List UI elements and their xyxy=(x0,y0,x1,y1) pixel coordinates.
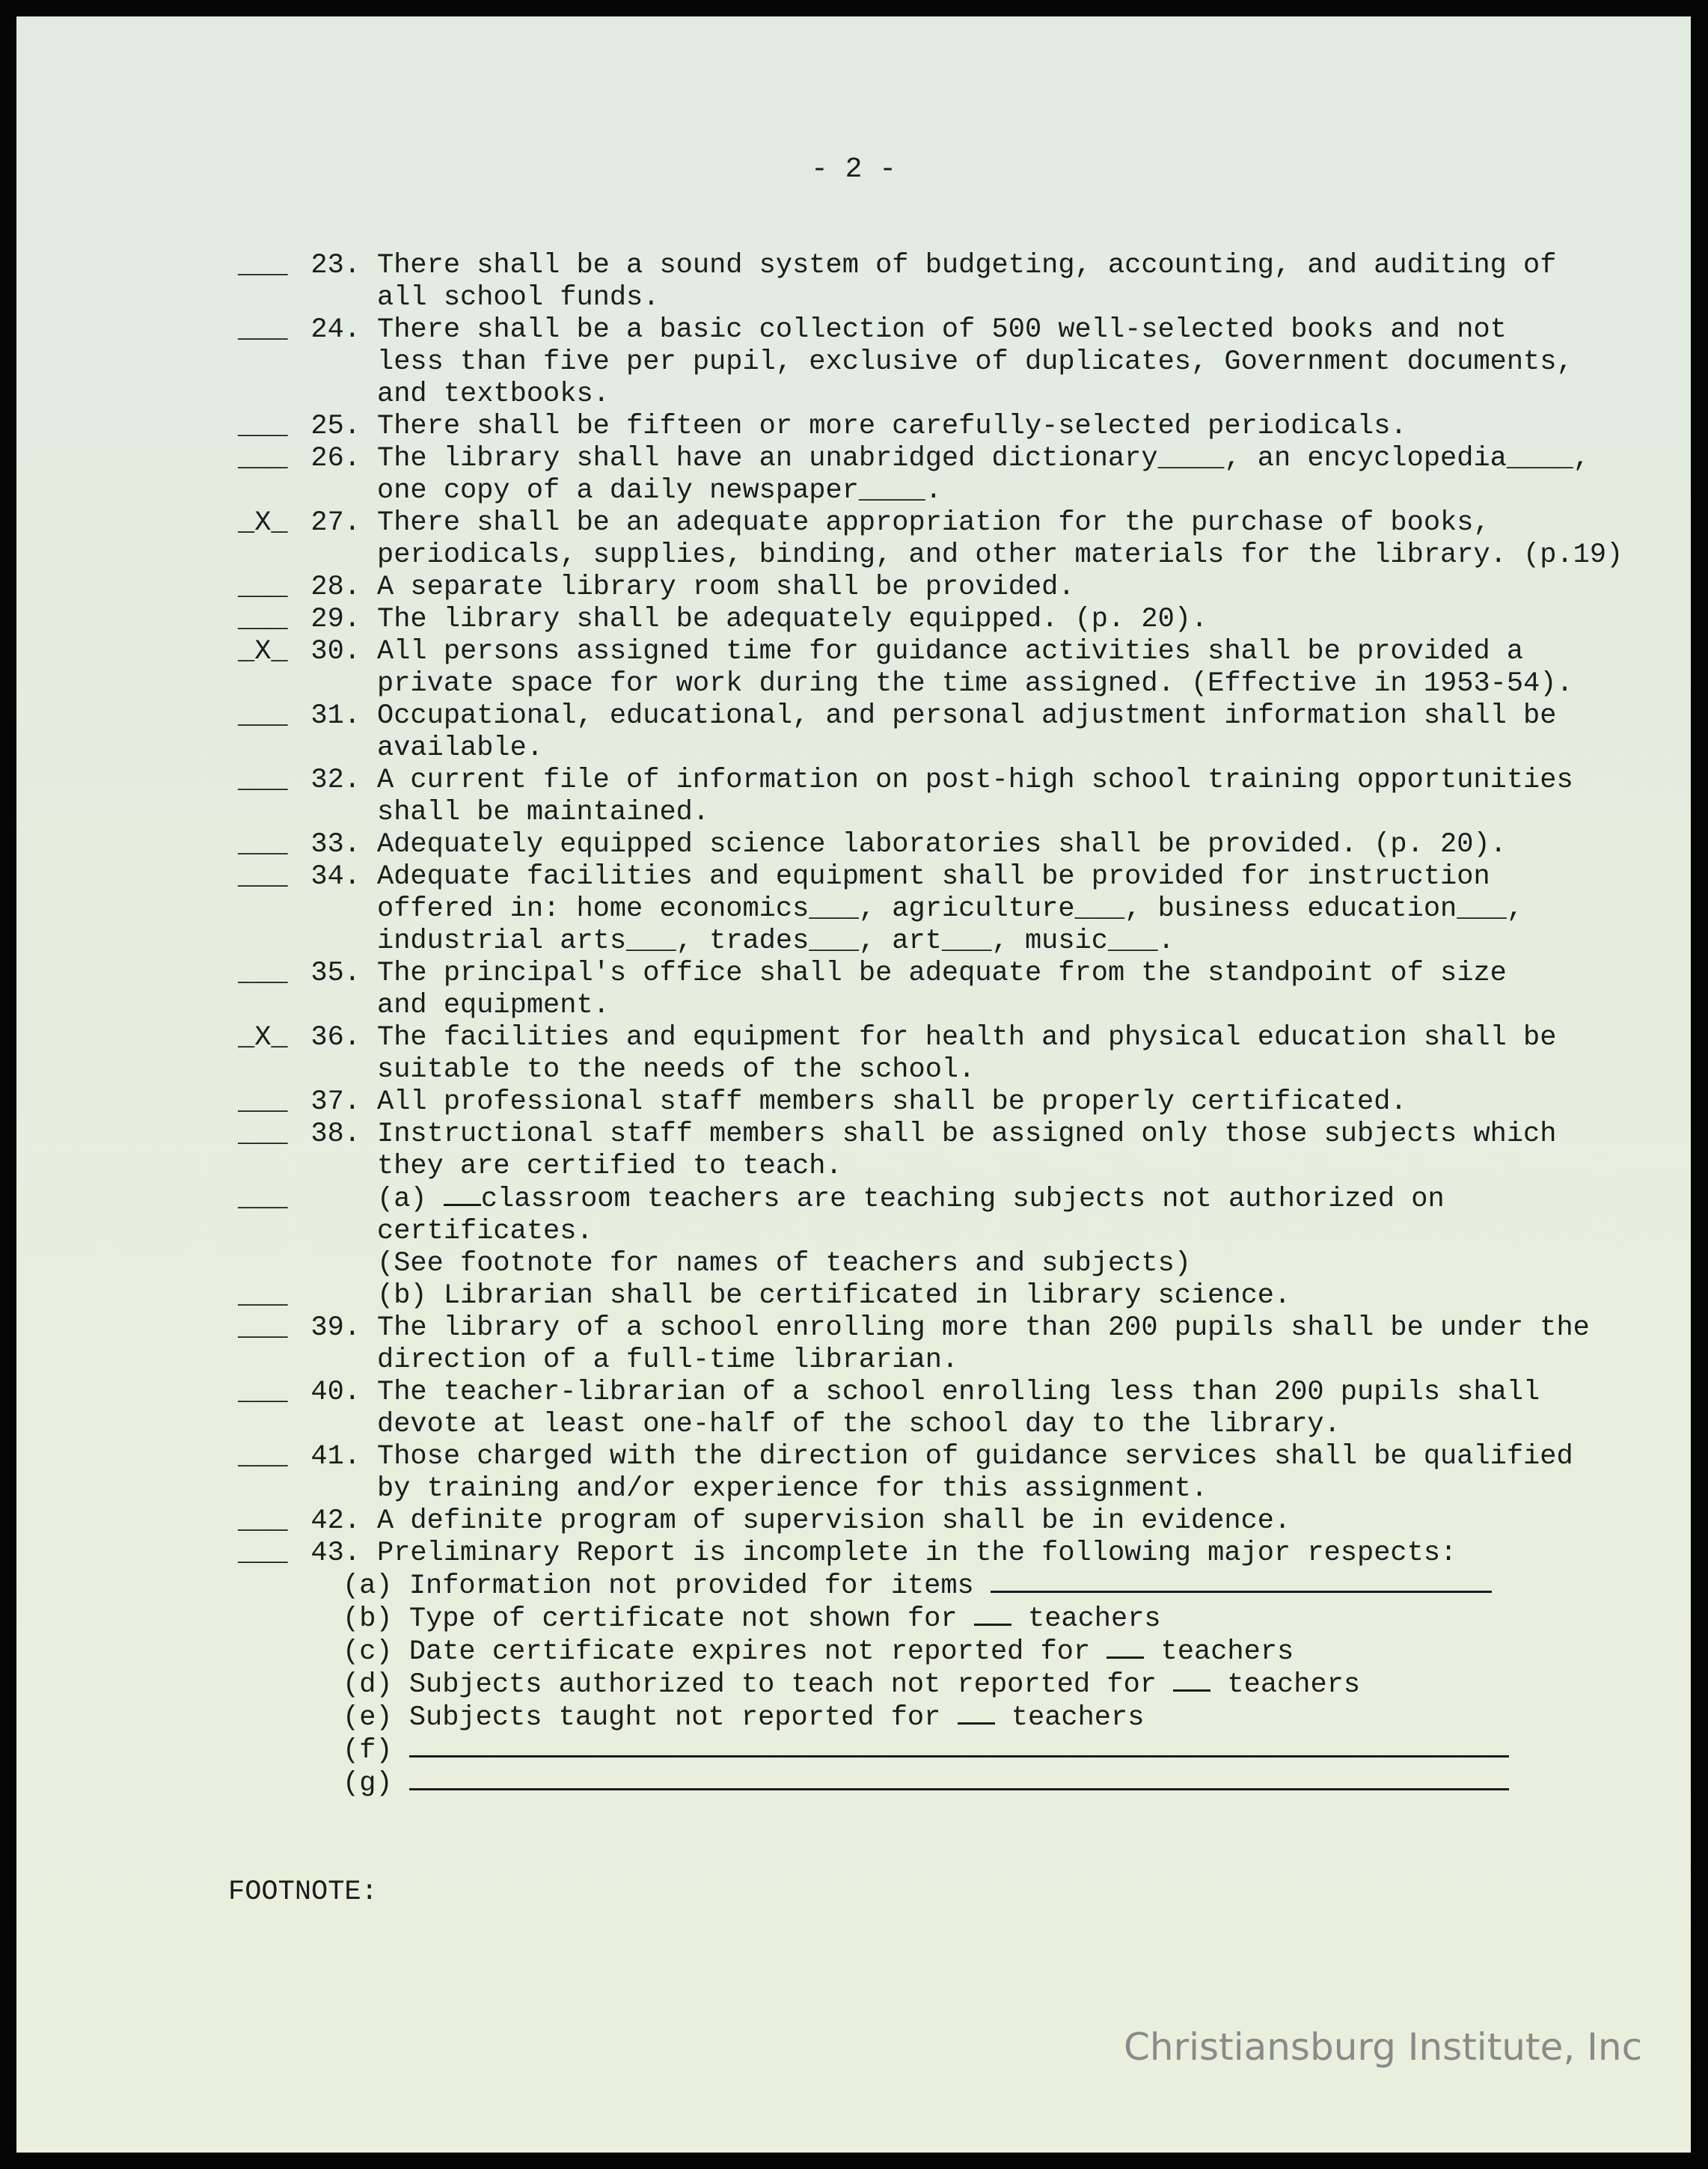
item-text xyxy=(377,765,1629,829)
watermark: Christiansburg Institute, Inc xyxy=(1124,2025,1643,2069)
item-text-line: There shall be an adequate appropriation for the purchase of books, xyxy=(377,507,1490,539)
item-text xyxy=(377,1086,1629,1119)
check-mark: ___ xyxy=(238,314,288,346)
check-mark: ___ xyxy=(238,958,288,989)
check-mark: ___ xyxy=(238,1441,288,1472)
standard-item xyxy=(238,861,1629,958)
item-number: 35. xyxy=(310,958,361,989)
item-text-line: The principal's office shall be adequate from the standpoint of size xyxy=(377,958,1507,989)
check-mark: ___ xyxy=(238,700,288,732)
item-text-line: The facilities and equipment for health and physical education shall be xyxy=(377,1022,1557,1053)
standard-item xyxy=(238,958,1629,1022)
standard-item xyxy=(238,700,1629,765)
item-text xyxy=(377,1119,1629,1183)
item-number: 38. xyxy=(310,1119,361,1150)
item-38a-count-blank xyxy=(444,1183,481,1206)
item-number: 26. xyxy=(310,443,361,474)
item-text xyxy=(377,1312,1629,1377)
item-text xyxy=(377,572,1629,604)
standard-item xyxy=(238,604,1629,636)
standard-item xyxy=(238,1086,1629,1119)
item-text-line: and textbooks. xyxy=(377,379,610,410)
item-text xyxy=(377,636,1629,700)
item-text xyxy=(377,1538,1629,1570)
check-mark: ___ xyxy=(238,1312,288,1344)
item-43b-blank xyxy=(974,1603,1011,1626)
item-text-line: The library shall have an unabridged dictionary____, an encyclopedia____, xyxy=(377,443,1590,474)
check-mark: ___ xyxy=(238,1538,288,1569)
item-number: 43. xyxy=(310,1538,361,1569)
check-mark: ___ xyxy=(238,572,288,603)
item-text-line: available. xyxy=(377,732,544,764)
items-23-38 xyxy=(238,250,1629,1183)
item-43b: (b) Type of certificate not shown for teachers xyxy=(343,1603,1161,1635)
standard-item xyxy=(238,1538,1629,1570)
item-text-line: suitable to the needs of the school. xyxy=(377,1054,976,1086)
item-text-line: one copy of a daily newspaper____. xyxy=(377,475,942,507)
check-mark: ___ xyxy=(238,765,288,796)
item-43g: (g) xyxy=(238,1767,1629,1800)
standard-item xyxy=(238,1312,1629,1377)
item-text-line: shall be maintained. xyxy=(377,797,710,828)
item-number: 41. xyxy=(310,1441,361,1472)
standard-item xyxy=(238,829,1629,861)
check-mark: ___ xyxy=(238,829,288,860)
check-mark: ___ xyxy=(238,604,288,635)
standard-item xyxy=(238,1377,1629,1441)
item-text-line: Occupational, educational, and personal adjustment information shall be xyxy=(377,700,1557,732)
item-number: 24. xyxy=(310,314,361,346)
item-text-line: Those charged with the direction of guidance services shall be qualified xyxy=(377,1441,1573,1472)
item-38a-line1: classroom teachers are teaching subjects not authorized on xyxy=(480,1184,1445,1215)
item-text-line: The teacher-librarian of a school enrolling less than 200 pupils shall xyxy=(377,1377,1540,1408)
check-mark-38b: ___ xyxy=(238,1280,288,1312)
item-text xyxy=(377,314,1629,411)
item-text-line: Adequate facilities and equipment shall be provided for instruction xyxy=(377,861,1490,893)
item-text-line: they are certified to teach. xyxy=(377,1151,842,1182)
check-mark: ___ xyxy=(238,411,288,442)
item-43f: (f) xyxy=(238,1734,1629,1767)
item-text-line: direction of a full-time librarian. xyxy=(377,1344,959,1376)
check-mark: _X_ xyxy=(238,507,288,539)
item-text xyxy=(377,1022,1629,1086)
check-mark-38a: ___ xyxy=(238,1183,288,1214)
item-text-line: A definite program of supervision shall be in evidence. xyxy=(377,1505,1291,1537)
item-text-line: There shall be a sound system of budgeting, accounting, and auditing of xyxy=(377,250,1557,281)
item-number: 28. xyxy=(310,572,361,603)
standards-list xyxy=(238,250,1629,1800)
standard-item xyxy=(238,411,1629,443)
item-number: 31. xyxy=(310,700,361,732)
item-text xyxy=(377,250,1629,314)
item-text-line: A current file of information on post-high school training opportunities xyxy=(377,765,1573,796)
item-text-line: periodicals, supplies, binding, and other materials for the library. (p.19) xyxy=(377,539,1623,571)
standard-item xyxy=(238,314,1629,411)
check-mark: ___ xyxy=(238,1377,288,1408)
item-text-line: There shall be fifteen or more carefully-selected periodicals. xyxy=(377,411,1407,442)
item-number: 25. xyxy=(310,411,361,442)
item-38b xyxy=(238,1280,1629,1312)
standard-item xyxy=(238,507,1629,572)
item-text-line: offered in: home economics___, agriculture___, business education___, xyxy=(377,893,1524,925)
standard-item xyxy=(238,1119,1629,1183)
item-text-line: Adequately equipped science laboratories shall be provided. (p. 20). xyxy=(377,829,1507,860)
item-number: 37. xyxy=(310,1086,361,1118)
standard-item xyxy=(238,765,1629,829)
item-text-line: industrial arts___, trades___, art___, music___. xyxy=(377,926,1175,957)
standard-item xyxy=(238,1441,1629,1505)
item-38a xyxy=(238,1183,1629,1216)
item-43e: (e) Subjects taught not reported for teachers xyxy=(343,1702,1145,1734)
item-text xyxy=(377,1377,1629,1441)
check-mark: ___ xyxy=(238,861,288,893)
item-text-line: all school funds. xyxy=(377,282,660,313)
standard-item xyxy=(238,443,1629,507)
item-text xyxy=(377,829,1629,861)
item-text xyxy=(377,700,1629,765)
item-text-line: Preliminary Report is incomplete in the following major respects: xyxy=(377,1538,1457,1569)
standard-item xyxy=(238,572,1629,604)
item-text-line: and equipment. xyxy=(377,990,610,1021)
document-page xyxy=(16,16,1691,2153)
check-mark: _X_ xyxy=(238,1022,288,1053)
item-text-line: by training and/or experience for this assignment. xyxy=(377,1473,1208,1505)
item-38a-label: (a) xyxy=(377,1184,427,1215)
item-text-line: The library shall be adequately equipped. (p. 20). xyxy=(377,604,1208,635)
footnote-label: FOOTNOTE: xyxy=(228,1876,378,1908)
item-43c: (c) Date certificate expires not reported for teachers xyxy=(343,1636,1294,1668)
item-43f-blank xyxy=(409,1734,1509,1757)
item-text-line: The library of a school enrolling more than 200 pupils shall be under the xyxy=(377,1312,1590,1344)
item-text xyxy=(377,507,1629,572)
item-43a-blank xyxy=(991,1570,1492,1593)
item-43d-blank xyxy=(1173,1668,1210,1692)
item-43e-blank xyxy=(958,1701,995,1725)
item-43d: (d) Subjects authorized to teach not reported for teachers xyxy=(343,1669,1361,1701)
item-38-footnote-ref: (See footnote for names of teachers and subjects) xyxy=(377,1248,1191,1279)
check-mark: ___ xyxy=(238,1119,288,1150)
item-text xyxy=(377,861,1629,958)
item-number: 23. xyxy=(310,250,361,281)
item-text xyxy=(377,604,1629,636)
item-text xyxy=(377,1505,1629,1538)
item-text xyxy=(377,443,1629,507)
item-38b-text: (b) Librarian shall be certificated in library science. xyxy=(377,1280,1291,1312)
item-43a: (a) Information not provided for items xyxy=(238,1570,1629,1603)
item-text xyxy=(377,1441,1629,1505)
item-number: 34. xyxy=(310,861,361,893)
item-number: 42. xyxy=(310,1505,361,1537)
item-number: 33. xyxy=(310,829,361,860)
item-text xyxy=(377,958,1629,1022)
item-number: 36. xyxy=(310,1022,361,1053)
standard-item xyxy=(238,1022,1629,1086)
item-number: 40. xyxy=(310,1377,361,1408)
check-mark: ___ xyxy=(238,1086,288,1118)
check-mark: ___ xyxy=(238,250,288,281)
items-39-43 xyxy=(238,1312,1629,1570)
item-number: 29. xyxy=(310,604,361,635)
item-text-line: less than five per pupil, exclusive of duplicates, Government documents, xyxy=(377,346,1573,378)
item-text-line: All professional staff members shall be properly certificated. xyxy=(377,1086,1407,1118)
item-number: 30. xyxy=(310,636,361,667)
item-text-line: private space for work during the time assigned. (Effective in 1953-54). xyxy=(377,668,1573,700)
check-mark: ___ xyxy=(238,1505,288,1537)
item-number: 27. xyxy=(310,507,361,539)
standard-item xyxy=(238,636,1629,700)
standard-item xyxy=(238,1505,1629,1538)
item-text-line: A separate library room shall be provided. xyxy=(377,572,1075,603)
item-text-line: Instructional staff members shall be assigned only those subjects which xyxy=(377,1119,1557,1150)
check-mark: _X_ xyxy=(238,636,288,667)
item-43g-blank xyxy=(409,1767,1509,1790)
item-43c-blank xyxy=(1106,1636,1144,1659)
item-text xyxy=(377,411,1629,443)
item-38a-line2: certificates. xyxy=(377,1216,593,1247)
item-number: 39. xyxy=(310,1312,361,1344)
page-number: - 2 - xyxy=(810,153,897,186)
standard-item xyxy=(238,250,1629,314)
item-number: 32. xyxy=(310,765,361,796)
item-text-line: devote at least one-half of the school day to the library. xyxy=(377,1409,1341,1440)
item-text-line: There shall be a basic collection of 500 well-selected books and not xyxy=(377,314,1507,346)
check-mark: ___ xyxy=(238,443,288,474)
item-text-line: All persons assigned time for guidance activities shall be provided a xyxy=(377,636,1524,667)
